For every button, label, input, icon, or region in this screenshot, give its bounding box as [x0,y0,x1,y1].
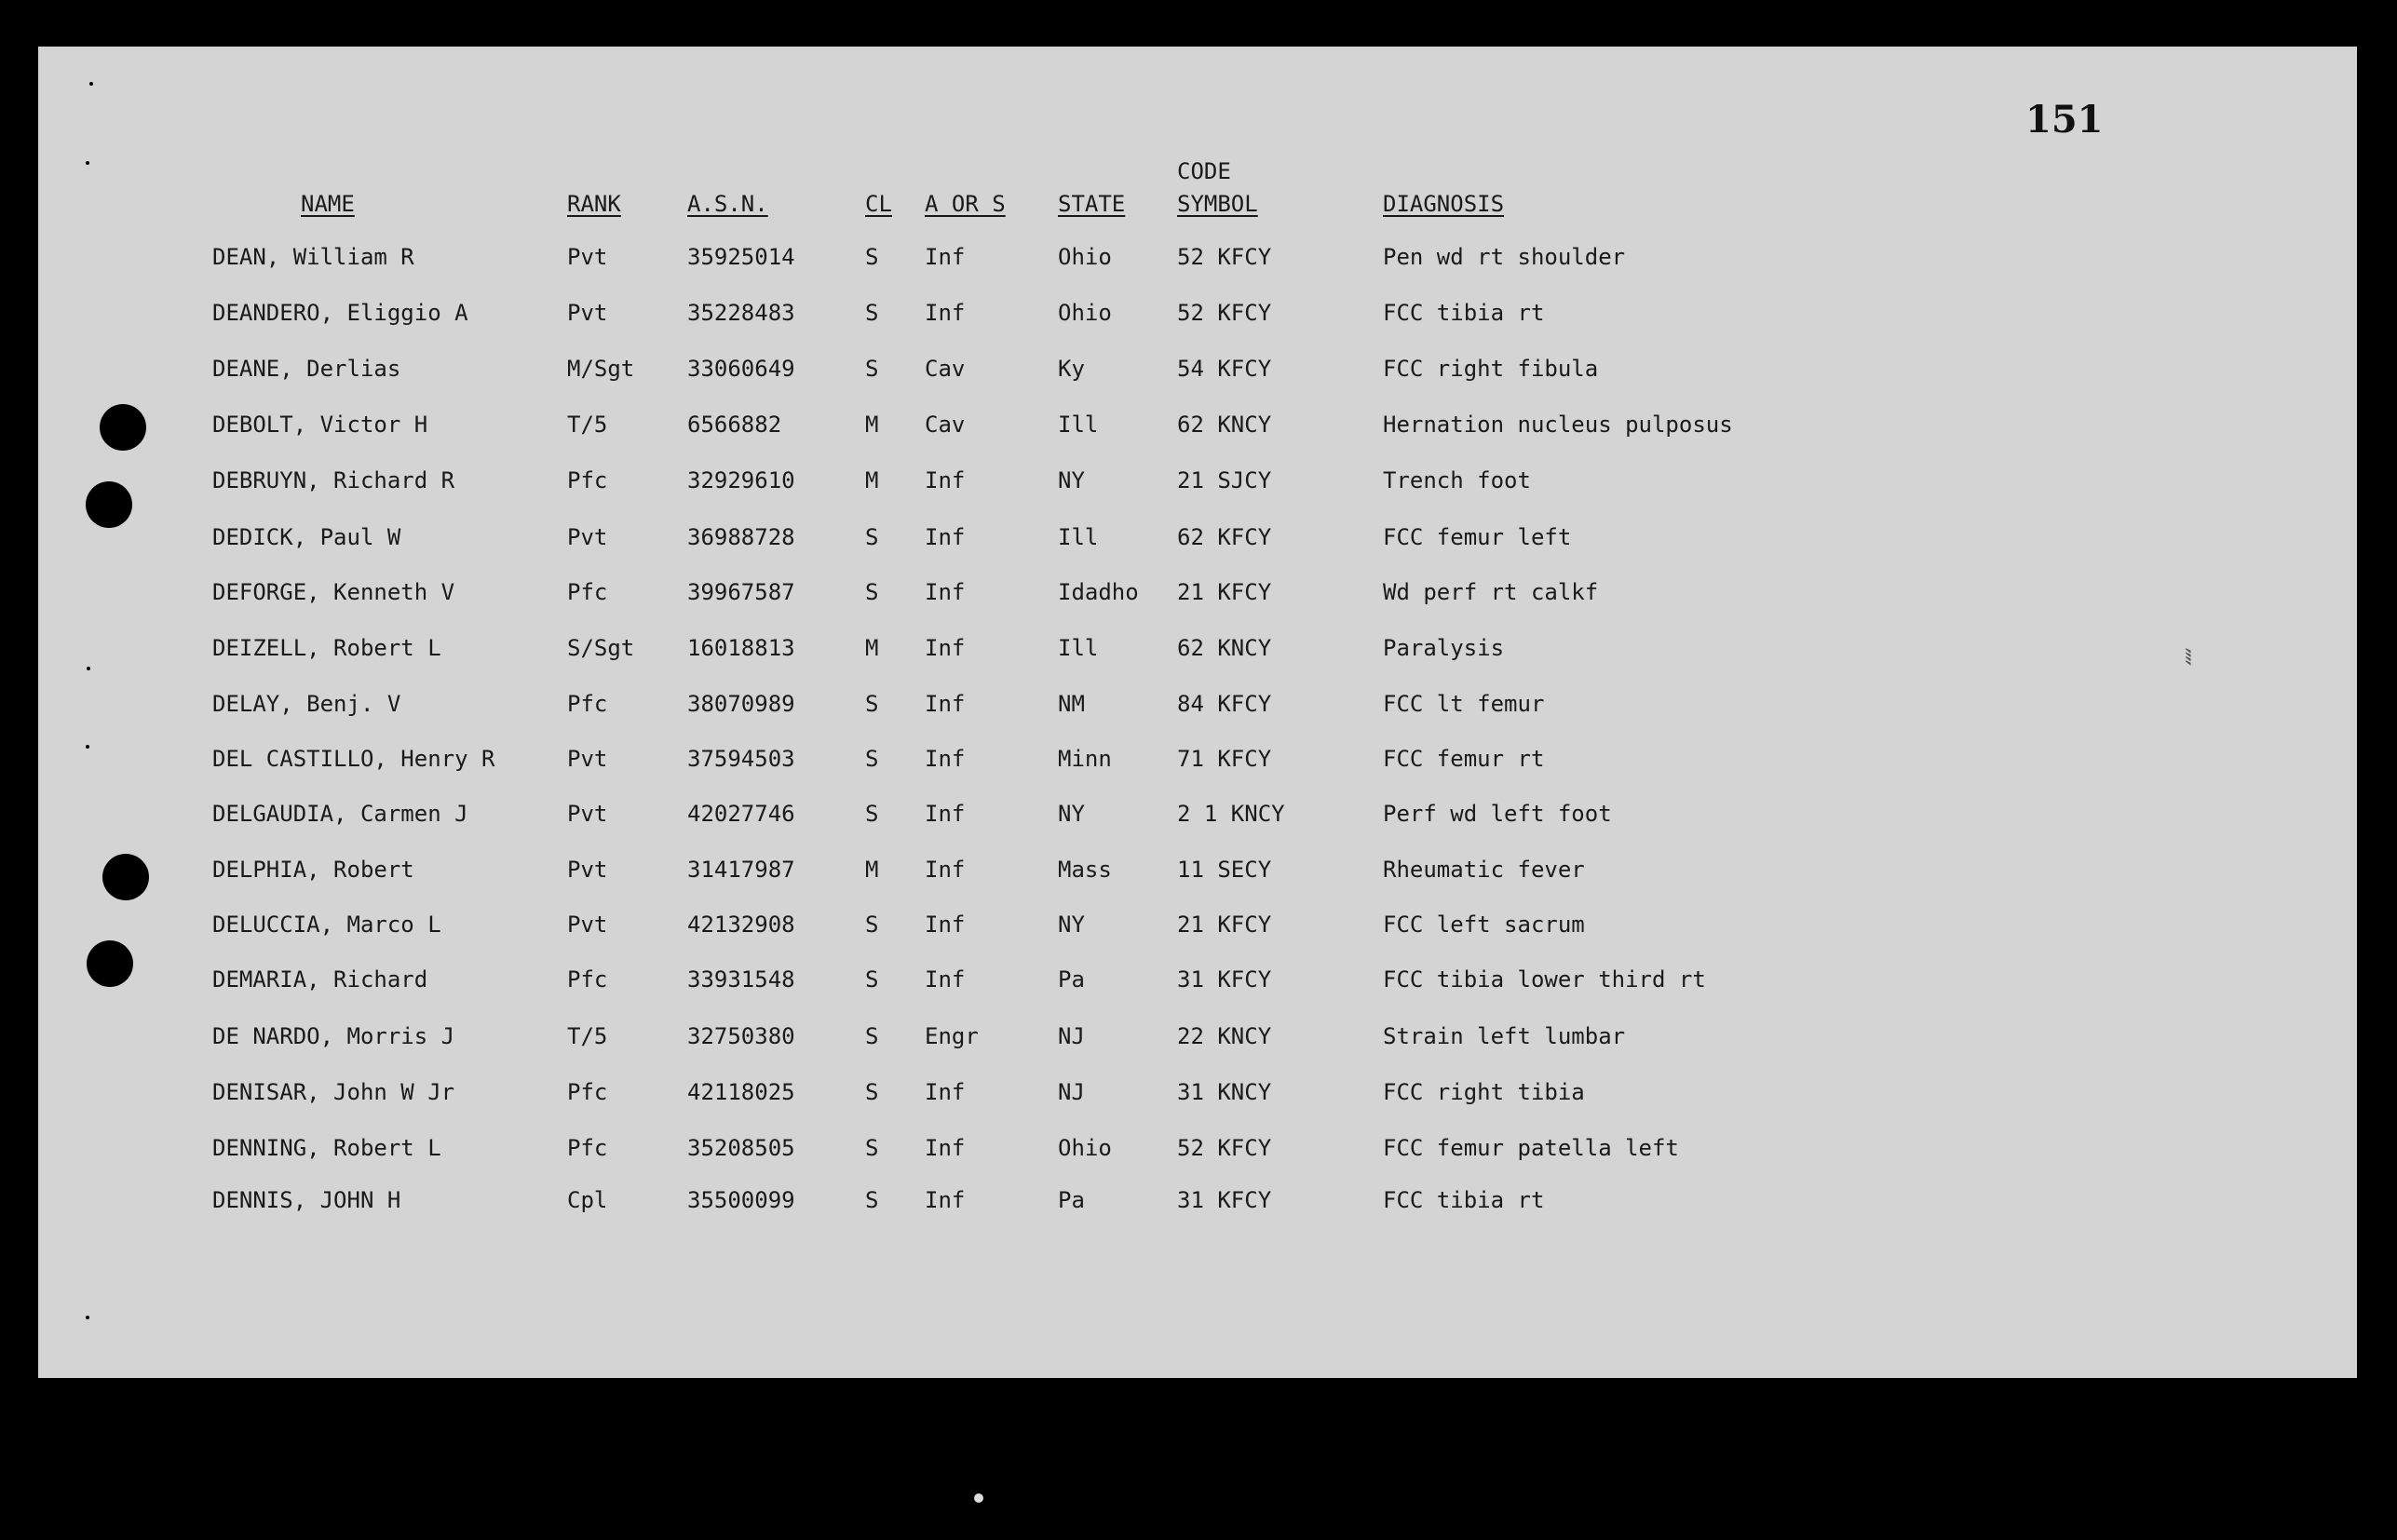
row-asn: 42132908 [687,912,795,938]
row-code: 52 KFCY [1177,244,1272,270]
row-rank: M/Sgt [567,356,635,382]
row-diagnosis: Hernation nucleus pulposus [1383,412,1733,438]
row-a-or-s: Inf [925,579,966,605]
row-code: 31 KNCY [1177,1079,1272,1105]
row-a-or-s: Inf [925,801,966,827]
margin-speck [89,82,93,86]
header-diagnosis: DIAGNOSIS [1383,191,1505,217]
row-name: DELAY, Benj. V [212,691,401,717]
row-a-or-s: Inf [925,1187,966,1213]
row-cl: M [865,467,879,493]
row-rank: Pvt [567,300,608,326]
row-cl: S [865,801,879,827]
row-code: 62 KFCY [1177,524,1272,550]
row-a-or-s: Inf [925,1079,966,1105]
row-a-or-s: Inf [925,635,966,661]
row-rank: Pfc [567,1135,608,1161]
row-rank: Pfc [567,1079,608,1105]
row-asn: 37594503 [687,746,795,772]
row-name: DENNING, Robert L [212,1135,441,1161]
row-state: NM [1058,691,1085,717]
row-cl: S [865,1135,879,1161]
row-asn: 38070989 [687,691,795,717]
page-number: 151 [2025,98,2104,142]
row-asn: 32929610 [687,467,795,493]
row-cl: M [865,412,879,438]
margin-speck [86,745,89,749]
row-diagnosis: FCC femur left [1383,524,1572,550]
row-rank: Cpl [567,1187,608,1213]
row-a-or-s: Inf [925,857,966,883]
header-code-symbol: SYMBOL [1177,191,1258,217]
row-asn: 35228483 [687,300,795,326]
row-cl: S [865,524,879,550]
row-name: DEBOLT, Victor H [212,412,428,438]
row-cl: S [865,300,879,326]
row-rank: S/Sgt [567,635,635,661]
row-code: 21 KFCY [1177,912,1272,938]
row-state: Ill [1058,635,1099,661]
row-asn: 31417987 [687,857,795,883]
row-name: DENNIS, JOHN H [212,1187,401,1213]
margin-speck [87,667,90,670]
row-diagnosis: Pen wd rt shoulder [1383,244,1626,270]
row-rank: Pvt [567,912,608,938]
row-name: DEANE, Derlias [212,356,401,382]
row-a-or-s: Inf [925,691,966,717]
row-cl: S [865,912,879,938]
row-diagnosis: Trench foot [1383,467,1531,493]
row-diagnosis: Paralysis [1383,635,1505,661]
row-a-or-s: Inf [925,1135,966,1161]
row-name: DELPHIA, Robert [212,857,414,883]
row-rank: T/5 [567,1023,608,1049]
row-a-or-s: Inf [925,912,966,938]
row-asn: 16018813 [687,635,795,661]
row-diagnosis: Perf wd left foot [1383,801,1612,827]
row-rank: Pfc [567,579,608,605]
row-diagnosis: Strain left lumbar [1383,1023,1626,1049]
row-state: Idadho [1058,579,1139,605]
row-diagnosis: FCC tibia rt [1383,300,1545,326]
row-state: NY [1058,801,1085,827]
header-a-or-s: A OR S [925,191,1006,217]
row-diagnosis: FCC femur patella left [1383,1135,1679,1161]
header-code: CODE [1177,158,1231,184]
row-asn: 32750380 [687,1023,795,1049]
row-a-or-s: Cav [925,356,966,382]
row-a-or-s: Engr [925,1023,979,1049]
row-cl: S [865,1023,879,1049]
row-cl: S [865,244,879,270]
row-asn: 33931548 [687,966,795,993]
pencil-mark: ⁗ [2162,647,2196,667]
punch-hole [87,940,133,987]
header-name: NAME [301,191,355,217]
row-state: Minn [1058,746,1112,772]
row-asn: 6566882 [687,412,782,438]
row-rank: Pvt [567,746,608,772]
row-state: NY [1058,912,1085,938]
row-a-or-s: Inf [925,746,966,772]
row-state: NJ [1058,1023,1085,1049]
row-cl: S [865,746,879,772]
row-name: DELGAUDIA, Carmen J [212,801,468,827]
row-name: DEL CASTILLO, Henry R [212,746,495,772]
row-code: 84 KFCY [1177,691,1272,717]
row-diagnosis: FCC tibia rt [1383,1187,1545,1213]
row-code: 21 KFCY [1177,579,1272,605]
row-asn: 36988728 [687,524,795,550]
row-state: Ohio [1058,244,1112,270]
row-diagnosis: FCC tibia lower third rt [1383,966,1706,993]
row-state: Pa [1058,966,1085,993]
row-state: Ohio [1058,300,1112,326]
row-code: 62 KNCY [1177,635,1272,661]
row-rank: Pfc [567,966,608,993]
row-code: 52 KFCY [1177,300,1272,326]
row-name: DEAN, William R [212,244,414,270]
row-diagnosis: FCC lt femur [1383,691,1545,717]
row-asn: 35925014 [687,244,795,270]
row-rank: Pvt [567,244,608,270]
row-state: Ill [1058,412,1099,438]
row-diagnosis: FCC right tibia [1383,1079,1585,1105]
row-rank: T/5 [567,412,608,438]
row-rank: Pvt [567,801,608,827]
row-name: DEDICK, Paul W [212,524,401,550]
row-name: DEFORGE, Kenneth V [212,579,455,605]
row-code: 22 KNCY [1177,1023,1272,1049]
row-asn: 42118025 [687,1079,795,1105]
row-cl: S [865,579,879,605]
margin-speck [86,161,89,165]
row-state: Pa [1058,1187,1085,1213]
row-diagnosis: FCC femur rt [1383,746,1545,772]
row-asn: 33060649 [687,356,795,382]
row-diagnosis: Rheumatic fever [1383,857,1585,883]
row-name: DENISAR, John W Jr [212,1079,455,1105]
header-rank: RANK [567,191,621,217]
row-a-or-s: Cav [925,412,966,438]
row-name: DEMARIA, Richard [212,966,428,993]
film-speck [974,1493,983,1503]
header-state: STATE [1058,191,1126,217]
row-cl: S [865,1187,879,1213]
row-cl: M [865,635,879,661]
row-code: 2 1 KNCY [1177,801,1285,827]
row-state: NY [1058,467,1085,493]
header-asn: A.S.N. [687,191,768,217]
row-state: Ohio [1058,1135,1112,1161]
row-asn: 39967587 [687,579,795,605]
row-name: DEANDERO, Eliggio A [212,300,468,326]
row-cl: M [865,857,879,883]
punch-hole [100,404,146,451]
row-a-or-s: Inf [925,966,966,993]
row-state: Mass [1058,857,1112,883]
punch-hole [102,854,149,900]
row-cl: S [865,1079,879,1105]
row-a-or-s: Inf [925,467,966,493]
row-cl: S [865,691,879,717]
row-code: 11 SECY [1177,857,1272,883]
row-rank: Pvt [567,857,608,883]
row-asn: 35208505 [687,1135,795,1161]
row-asn: 35500099 [687,1187,795,1213]
row-cl: S [865,966,879,993]
row-rank: Pfc [567,691,608,717]
row-cl: S [865,356,879,382]
header-cl: CL [865,191,892,217]
row-state: Ky [1058,356,1085,382]
row-name: DEIZELL, Robert L [212,635,441,661]
row-rank: Pvt [567,524,608,550]
row-name: DE NARDO, Morris J [212,1023,455,1049]
row-state: Ill [1058,524,1099,550]
row-a-or-s: Inf [925,524,966,550]
row-diagnosis: Wd perf rt calkf [1383,579,1599,605]
row-diagnosis: FCC right fibula [1383,356,1599,382]
row-code: 62 KNCY [1177,412,1272,438]
margin-speck [86,1316,89,1319]
row-asn: 42027746 [687,801,795,827]
row-code: 31 KFCY [1177,966,1272,993]
row-a-or-s: Inf [925,244,966,270]
row-code: 71 KFCY [1177,746,1272,772]
row-name: DELUCCIA, Marco L [212,912,441,938]
row-diagnosis: FCC left sacrum [1383,912,1585,938]
row-code: 21 SJCY [1177,467,1272,493]
row-code: 52 KFCY [1177,1135,1272,1161]
punch-hole [86,481,132,528]
row-code: 54 KFCY [1177,356,1272,382]
row-a-or-s: Inf [925,300,966,326]
row-name: DEBRUYN, Richard R [212,467,455,493]
row-state: NJ [1058,1079,1085,1105]
row-rank: Pfc [567,467,608,493]
row-code: 31 KFCY [1177,1187,1272,1213]
